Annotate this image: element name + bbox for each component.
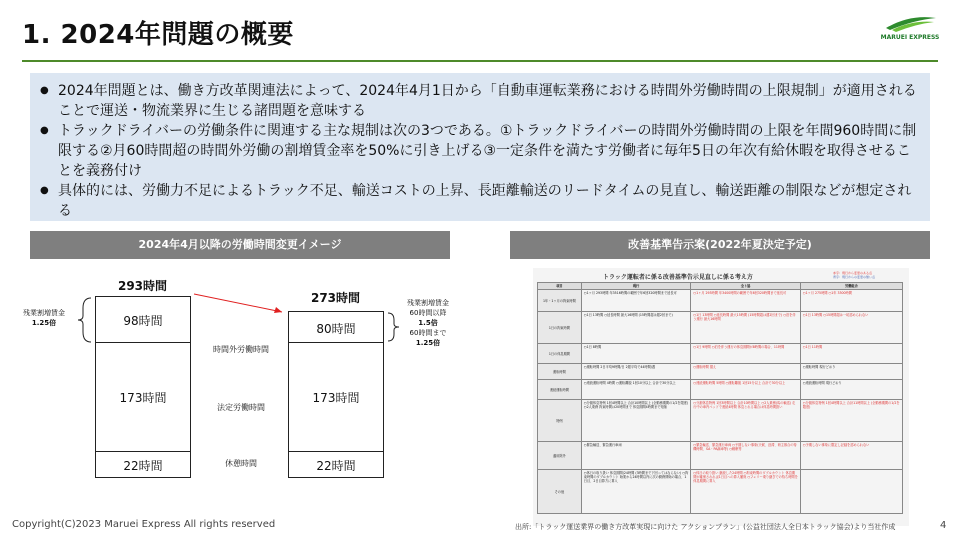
improvement-standard-document (533, 268, 909, 526)
after-statutory-hours: 173時間 (312, 391, 360, 405)
right-overtime-rate-note: 残業割増賃金 60時間以降 1.5倍 60時間まで 1.25倍 (407, 299, 449, 347)
page-number: 4 (940, 520, 947, 531)
improvement-standard-panel-header: 改善基準告示案(2022年夏決定予定) (510, 231, 930, 259)
left-brace-icon (75, 296, 95, 344)
logo-text: MARUEI EXPRESS (880, 34, 940, 41)
copyright-notice: Copyright(C)2023 Maruei Express All rights reserved (12, 519, 276, 530)
summary-bullet: ● 具体的には、労働力不足によるトラック不足、輸送コストの上昇、長距離輸送のリードタイムの見直し、輸送距離の制限などが想定される (40, 181, 918, 221)
table-row: 特例 ○分割休息特例 1回4時間以上 合計10時間以上 (全勤務期間の1/2を限度) ○2人乗務 拘束時間は20時間まで 休息期間4時間まで短縮 ○分割休息特例 1回3時間以上 合計10時間以上 ○2人乗務(馬の輸送) 走行中の車内ベッドで連続4時間 休息とれる場合は休息時間扱い ○分割休息特例 1回4時間以上 合計11時間以上 (全勤務期間の1/2を限度) (538, 400, 903, 442)
column-header: 労働組合 (800, 283, 902, 290)
column-header: 全ト協 (691, 283, 801, 290)
after-total-hours: 273時間 (310, 291, 361, 305)
table-row: その他 ○休日の取り扱い 休息期間(24時間 (3時間まで下回ってはならない) ○拘束時間のダブルカウント 始業から24時間以内に次の勤務開始の場合、1日目、2日目算方に算入 ○休日の取り扱い 継続した24時間 ○拘束時間のダブルカウント 休息期間が確保されれば1日目への算入撤廃 ○フェリー乗り継ぎでの待ち時間を休息期間に算入 (538, 470, 903, 514)
summary-box (30, 73, 930, 221)
page-title: 1. 2024年問題の概要 (22, 20, 294, 50)
document-title: トラック運転者に係る改善基準告示見直しに係る考え方 (603, 274, 753, 281)
after-break-hours: 22時間 (316, 459, 356, 473)
table-row: 1日の休息期間 ○1日 8時間 ○1日 9時間 ○泊を伴う運行の休息期間が8時間の場合、11時間 ○1日 11時間 (538, 344, 903, 364)
column-header: 現行 (581, 283, 691, 290)
table-row: 1年・1ヶ月の拘束時間 ○1ヶ月 293時間 年3516時間の範囲で年6回320時間まで延長可 ○1ヶ月 293時間 年3400時間の範囲で年6回320時間まで延長可 ○1ヶ月 275時間 ○1年 3300時間 (538, 290, 903, 312)
before-break-hours: 22時間 (123, 459, 163, 473)
overtime-row-label: 時間外労働時間 (213, 345, 269, 354)
before-statutory-hours: 173時間 (119, 391, 167, 405)
table-row: 1日の拘束時間 ○1日 13時間 ○延長時間 最大16時間 (15時間超は週2回まで) ○1日 13時間 ○延長時間 最大15時間 (15時間超は週2回まで) ○泊を伴う運行 最大16時間 ○1日 13時間 ○15時間超は一切認められない (538, 312, 903, 344)
reduction-arrow-icon (190, 290, 290, 320)
table-row: 運転時間 ○運転時間 2日平均9時間/日 2週平均で44時間/週 ○運転時間 据え ○運転時間 現行どおり (538, 364, 903, 380)
left-overtime-rate-note: 残業割増賃金 1.25倍 (23, 309, 65, 327)
before-bar-divider (95, 451, 191, 452)
comparison-table (537, 282, 903, 514)
after-bar-divider (288, 342, 384, 343)
before-overtime-hours: 98時間 (123, 314, 163, 328)
title-divider (22, 60, 938, 62)
table-row: 適用除外 ○緊急輸送、緊急運行車両 ○緊急輸送、緊急運行車両 ○予期しない事象(天候、渋滞、荷主都合の待機時間、SA・PA満車等) ○睡眠等 ○予期しない事象に限定し記録を認められない (538, 442, 903, 470)
company-logo (880, 14, 940, 46)
statutory-row-label: 法定労働時間 (217, 403, 265, 412)
column-header: 項目 (538, 283, 582, 290)
break-row-label: 休憩時間 (225, 459, 257, 468)
before-bar-divider (95, 342, 191, 343)
logo-swoosh-icon (880, 14, 940, 34)
after-bar-divider (288, 451, 384, 452)
after-overtime-hours: 80時間 (316, 322, 356, 336)
summary-bullet: ● 2024年問題とは、働き方改革関連法によって、2024年4月1日から「自動車運転業務における時間外労働時間の上限規制」が適用されることで運送・物流業界に生じる諸問題を意味する (40, 81, 918, 121)
table-row: 連続運転時間 ○連続運転時間 4時間 ○運転離脱 1回10分以上 合計で30分以上 ○連続運転時間 5時間 ○運転離脱 1回15分以上 合計で30分以上 ○連続運転時間 現行どおり (538, 380, 903, 400)
document-legend: 赤字：現行から変更のある点 青字：現行からの変更の無い点 (833, 271, 876, 279)
working-hours-panel-header: 2024年4月以降の労働時間変更イメージ (30, 231, 450, 259)
summary-bullet: ● トラックドライバーの労働条件に関連する主な規制は次の3つである。①トラックドライバーの時間外労働時間の上限を年間960時間に制限する②月60時間超の時間外労働の割増賃金率を50%に引き上げる③一定条件を満たす労働者に毎年5日の年次有給休暇を取得させることを義務付け (40, 121, 918, 181)
source-citation: 出所:「トラック運送業界の働き方改革実現に向けた アクションプラン」(公益社団法人全日本トラック協会)より当社作成 (515, 523, 896, 531)
before-total-hours: 293時間 (117, 279, 168, 293)
